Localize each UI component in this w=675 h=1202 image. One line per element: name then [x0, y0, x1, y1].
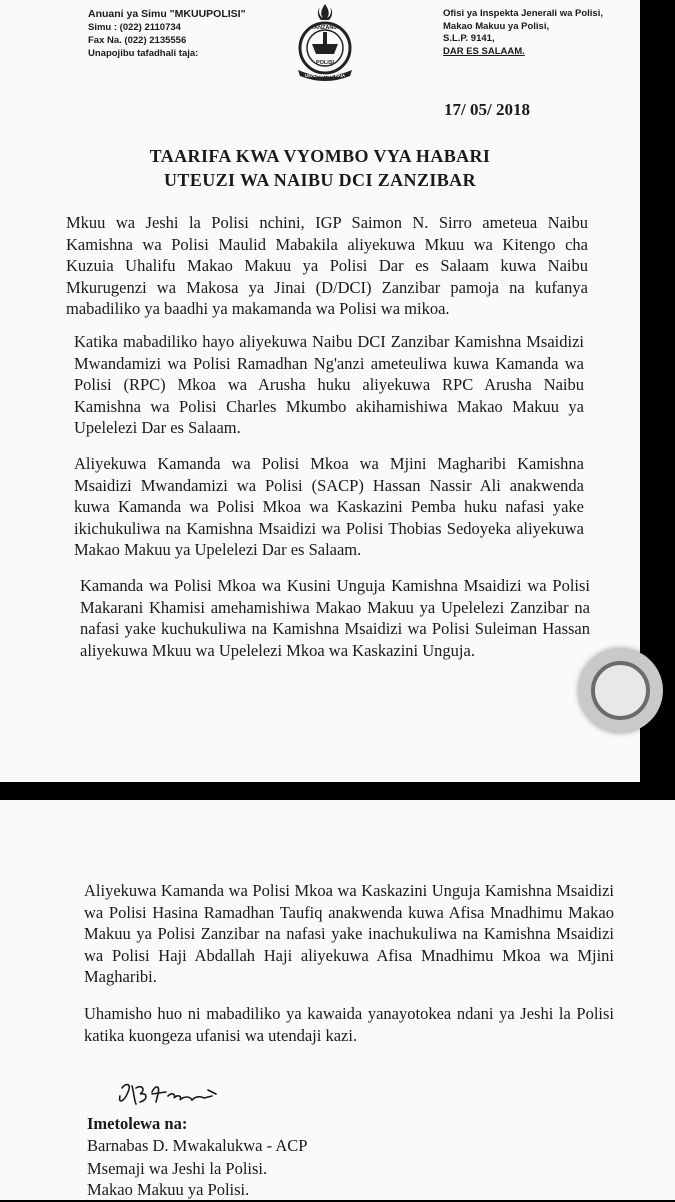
scroll-circle-icon[interactable]: [578, 648, 663, 733]
emblem-motto: USALAMA WA RAIA: [305, 73, 345, 78]
office-name: Ofisi ya Inspekta Jenerali wa Polisi,: [443, 8, 603, 19]
city: DAR ES SALAAM.: [443, 45, 525, 57]
handwritten-signature-icon: [112, 1078, 242, 1114]
police-emblem-icon: [290, 2, 360, 82]
paragraph-4: Kamanda wa Polisi Mkoa wa Kusini Unguja Kamishna Msaidizi wa Polisi Makarani Khamisi amehamishiwa Makao Makuu ya Upelelezi Zanzibar na nafasi yake kuchukuliwa na Kamishna Msaidizi wa Polisi Suleiman Hassan aliyekuwa Mkuu wa Upelelezi Mkoa wa Kaskazini Unguja.: [80, 576, 590, 660]
paragraph-5: Aliyekuwa Kamanda wa Polisi Mkoa wa Kaskazini Unguja Kamishna Msaidizi wa Polisi Hasina Ramadhan Taufiq anakwenda kuwa Afisa Mnadhimu Makao Makuu ya Polisi Zanzibar na nafasi yake inachukuliwa na Kamishna Msaidizi wa Polisi Haji Abdallah Haji aliyekuwa Afisa Mnadhimu Mkoa wa Mjini Magharibi.: [84, 881, 614, 986]
po-box: S.L.P. 9141,: [443, 33, 495, 44]
header-right-address: [443, 8, 603, 58]
emblem-top-text: TANZANIA: [311, 25, 339, 31]
document-subtitle: UTEUZI WA NAIBU DCI ZANZIBAR: [164, 170, 476, 190]
spokesperson-position: Msemaji wa Jeshi la Polisi.: [87, 1159, 268, 1178]
telegram-address: Anuani ya Simu "MKUUPOLISI": [88, 8, 246, 20]
phone-number: Simu : (022) 2110734: [88, 22, 181, 33]
office-location: Makao Makuu ya Polisi,: [443, 20, 550, 32]
reply-reference: Unapojibu tafadhali taja:: [88, 48, 199, 59]
fax-number: Fax Na. (022) 2135556: [88, 35, 187, 46]
spokesperson-name: Barnabas D. Mwakalukwa - ACP: [87, 1136, 308, 1155]
emblem-middle-text: POLISI: [315, 60, 335, 66]
issued-by-label: Imetolewa na:: [87, 1114, 188, 1133]
spokesperson-office: Makao Makuu ya Polisi.: [87, 1180, 250, 1199]
document-date: 17/ 05/ 2018: [444, 100, 530, 119]
paragraph-3: Aliyekuwa Kamanda wa Polisi Mkoa wa Mjini Magharibi Kamishna Msaidizi Mwandamizi wa Polisi (SACP) Hassan Nassir Ali anakwenda kuwa Kamanda wa Polisi Mkoa wa Kaskazini Pemba huku nafasi yake ikichukuliwa na Kamishna Msaidizi wa Polisi Thobias Sedoyeka aliyekuwa Makao Makuu ya Upelelezi Dar es Salaam.: [74, 454, 584, 559]
header-left-contact: [88, 8, 246, 60]
scroll-circle-ring: [591, 661, 650, 720]
paragraph-2: Katika mabadiliko hayo aliyekuwa Naibu DCI Zanzibar Kamishna Msaidizi Mwandamizi wa Polisi Ramadhan Ng'anzi ameteuliwa kuwa Kamanda wa Polisi (RPC) Mkoa wa Arusha huku aliyekuwa RPC Arusha Naibu Kamishna wa Polisi Charles Mkumbo akihamishiwa Makao Makuu ya Upelelezi Dar es Salaam.: [74, 332, 584, 437]
document-title: TAARIFA KWA VYOMBO VYA HABARI: [149, 146, 491, 166]
paragraph-1: Mkuu wa Jeshi la Polisi nchini, IGP Saimon N. Sirro ameteua Naibu Kamishna wa Polisi Maulid Mabakila aliyekuwa Mkuu wa Kitengo cha Kuzuia Uhalifu Makao Makuu ya Polisi Dar es Salaam kuwa Naibu Mkurugenzi wa Makosa ya Jinai (D/DCI) Zanzibar pamoja na kufanya mabadiliko ya baadhi ya makamanda wa Polisi wa mikoa.: [66, 213, 588, 318]
paragraph-6: Uhamisho huo ni mabadiliko ya kawaida yanayotokea ndani ya Jeshi la Polisi katika kuongeza ufanisi wa utendaji kazi.: [84, 1004, 614, 1045]
